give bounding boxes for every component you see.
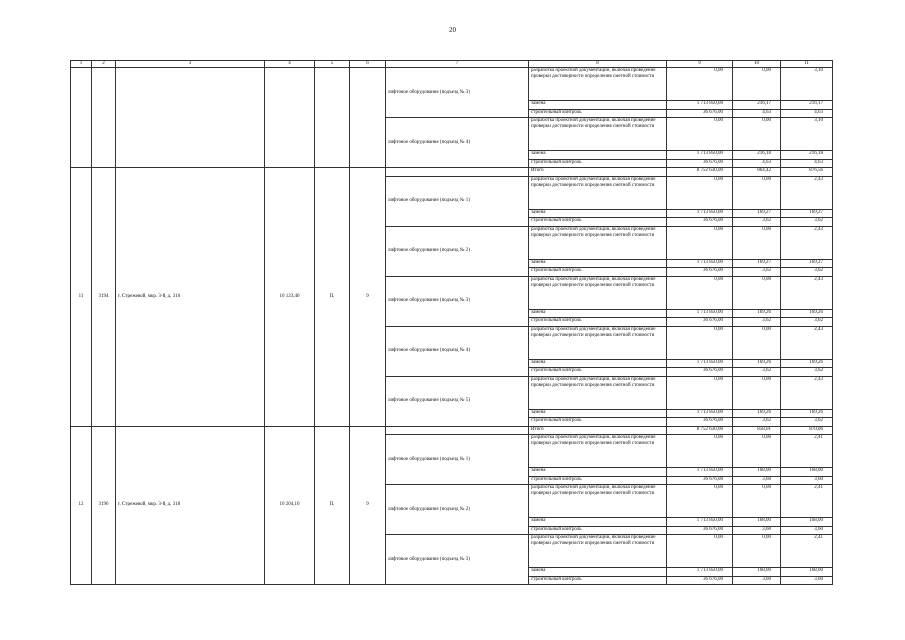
header-cell: 5 <box>315 61 350 68</box>
entry-code: 3196 <box>92 426 116 585</box>
amount-cell: 36 676,00 <box>667 159 733 168</box>
amount-cell: 858,01 <box>733 426 781 435</box>
equipment-cell: лифтовое оборудование (подъезд № 2) <box>386 226 529 276</box>
work-type-cell: замена <box>529 468 667 477</box>
amount-cell: 168,00 <box>733 568 781 577</box>
work-type-cell: разработка проектной документации, включая проведение проверки достоверности определения сметной стоимости <box>529 276 667 309</box>
amount-cell: 36 676,00 <box>667 476 733 485</box>
budget-table <box>70 60 833 585</box>
amount-cell: 169,27 <box>781 259 833 268</box>
amount-cell: 36 676,00 <box>667 526 733 535</box>
equipment-cell: лифтовое оборудование (подъезд № 1) <box>386 176 529 226</box>
work-type-cell: замена <box>529 101 667 110</box>
amount-cell: 2,43 <box>781 376 833 409</box>
work-type-cell: разработка проектной документации, включая проведение проверки достоверности определения сметной стоимости <box>529 226 667 259</box>
entry-address <box>116 68 265 168</box>
work-type-cell: разработка проектной документации, включая проведение проверки достоверности определения сметной стоимости <box>529 118 667 151</box>
amount-cell: 1 713 850,00 <box>667 101 733 110</box>
amount-cell: 3,60 <box>781 526 833 535</box>
amount-cell: 4,63 <box>733 159 781 168</box>
amount-cell: 0,00 <box>733 326 781 359</box>
amount-cell: 36 676,00 <box>667 418 733 427</box>
amount-cell: 3,60 <box>733 576 781 585</box>
work-type-cell: строительный контроль <box>529 576 667 585</box>
header-row <box>71 61 833 68</box>
amount-cell: 3,10 <box>781 68 833 101</box>
amount-cell: 0,00 <box>667 68 733 101</box>
amount-cell: 3,60 <box>733 476 781 485</box>
work-type-cell: замена <box>529 259 667 268</box>
work-type-cell: разработка проектной документации, включая проведение проверки достоверности определения сметной стоимости <box>529 326 667 359</box>
header-cell: 10 <box>733 61 781 68</box>
amount-cell: 216,17 <box>733 101 781 110</box>
table-row <box>71 68 833 101</box>
amount-cell: 216,18 <box>733 151 781 160</box>
amount-cell: 1 713 850,00 <box>667 209 733 218</box>
amount-cell: 216,17 <box>781 101 833 110</box>
work-type-cell: замена <box>529 309 667 318</box>
amount-cell: 168,00 <box>781 468 833 477</box>
total-row <box>71 426 833 435</box>
amount-cell: 0,00 <box>667 176 733 209</box>
header-cell: 1 <box>71 61 92 68</box>
amount-cell: 2,43 <box>781 176 833 209</box>
amount-cell: 3,62 <box>781 318 833 327</box>
amount-cell: 168,00 <box>781 518 833 527</box>
amount-cell: 169,27 <box>733 209 781 218</box>
amount-cell: 3,62 <box>733 368 781 377</box>
header-cell: 9 <box>667 61 733 68</box>
amount-cell: 2,41 <box>781 435 833 468</box>
work-type-cell: строительный контроль <box>529 268 667 277</box>
work-type-cell: разработка проектной документации, включая проведение проверки достоверности определения сметной стоимости <box>529 535 667 568</box>
work-type-cell: строительный контроль <box>529 109 667 118</box>
amount-cell: 168,00 <box>781 568 833 577</box>
header-cell: 4 <box>265 61 315 68</box>
amount-cell: 36 676,00 <box>667 218 733 227</box>
amount-cell: 3,60 <box>733 526 781 535</box>
work-type-cell: замена <box>529 568 667 577</box>
entry-floors: 9 <box>350 426 386 585</box>
work-type-cell: замена <box>529 409 667 418</box>
entry-code <box>92 68 116 168</box>
amount-cell: 36 676,00 <box>667 318 733 327</box>
entry-area: 10 204,10 <box>265 426 315 585</box>
work-type-cell: замена <box>529 359 667 368</box>
work-type-cell: замена <box>529 151 667 160</box>
amount-cell: 2,43 <box>781 276 833 309</box>
entry-area: 10 123,40 <box>265 168 315 427</box>
total-row <box>71 168 833 177</box>
amount-cell: 0,00 <box>667 326 733 359</box>
amount-cell: 169,26 <box>733 409 781 418</box>
entry-floors: 9 <box>350 168 386 427</box>
amount-cell: 3,62 <box>733 418 781 427</box>
equipment-cell-empty <box>386 426 529 435</box>
amount-cell: 2,43 <box>781 226 833 259</box>
work-type-cell: строительный контроль <box>529 368 667 377</box>
entry-number: 11 <box>71 168 92 427</box>
amount-cell: 4,63 <box>781 159 833 168</box>
entry-code: 3194 <box>92 168 116 427</box>
work-type-cell: строительный контроль <box>529 218 667 227</box>
header-cell: 8 <box>529 61 667 68</box>
work-type-cell: разработка проектной документации, включая проведение проверки достоверности определения сметной стоимости <box>529 435 667 468</box>
amount-cell: 36 676,00 <box>667 268 733 277</box>
entry-material: П. <box>315 426 350 585</box>
work-type-cell: строительный контроль <box>529 318 667 327</box>
amount-cell: 0,00 <box>667 485 733 518</box>
amount-cell: 0,00 <box>733 485 781 518</box>
amount-cell: 2,41 <box>781 485 833 518</box>
equipment-cell: лифтовое оборудование (подъезд № 3) <box>386 535 529 585</box>
amount-cell: 169,26 <box>781 309 833 318</box>
amount-cell: 3,62 <box>781 218 833 227</box>
amount-cell: 1 713 850,00 <box>667 151 733 160</box>
work-type-cell: строительный контроль <box>529 526 667 535</box>
amount-cell: 3,10 <box>781 118 833 151</box>
work-type-cell: строительный контроль <box>529 418 667 427</box>
amount-cell: 36 676,00 <box>667 576 733 585</box>
work-type-cell: разработка проектной документации, включая проведение проверки достоверности определения сметной стоимости <box>529 176 667 209</box>
amount-cell: 169,26 <box>733 309 781 318</box>
amount-cell: 0,00 <box>733 535 781 568</box>
entry-area <box>265 68 315 168</box>
amount-cell: 1 713 850,00 <box>667 409 733 418</box>
amount-cell: 216,18 <box>781 151 833 160</box>
amount-cell: 0,00 <box>667 535 733 568</box>
equipment-cell: лифтовое оборудование (подъезд № 3) <box>386 68 529 118</box>
amount-cell: 0,00 <box>667 118 733 151</box>
work-type-cell: строительный контроль <box>529 476 667 485</box>
amount-cell: 169,26 <box>733 359 781 368</box>
work-type-cell: замена <box>529 518 667 527</box>
amount-cell: 0,00 <box>667 376 733 409</box>
amount-cell: 0,00 <box>733 68 781 101</box>
amount-cell: 864,42 <box>733 168 781 177</box>
amount-cell: 8 752 630,00 <box>667 426 733 435</box>
amount-cell: 0,00 <box>733 118 781 151</box>
amount-cell: 3,62 <box>733 218 781 227</box>
amount-cell: 0,00 <box>667 226 733 259</box>
amount-cell: 168,00 <box>733 468 781 477</box>
header-cell: 3 <box>116 61 265 68</box>
amount-cell: 3,60 <box>781 476 833 485</box>
work-type-cell: Итого <box>529 426 667 435</box>
amount-cell: 3,62 <box>733 318 781 327</box>
entry-number: 12 <box>71 426 92 585</box>
equipment-cell: лифтовое оборудование (подъезд № 4) <box>386 326 529 376</box>
amount-cell: 3,60 <box>781 576 833 585</box>
amount-cell: 0,00 <box>667 435 733 468</box>
equipment-cell-empty <box>386 168 529 177</box>
amount-cell: 0,00 <box>733 276 781 309</box>
amount-cell: 1 713 850,00 <box>667 518 733 527</box>
equipment-cell: лифтовое оборудование (подъезд № 5) <box>386 376 529 426</box>
amount-cell: 4,63 <box>781 109 833 118</box>
amount-cell: 2,43 <box>781 326 833 359</box>
amount-cell: 169,27 <box>733 259 781 268</box>
work-type-cell: Итого <box>529 168 667 177</box>
amount-cell: 1 713 850,00 <box>667 568 733 577</box>
amount-cell: 3,62 <box>781 418 833 427</box>
amount-cell: 1 713 850,00 <box>667 259 733 268</box>
amount-cell: 0,00 <box>733 435 781 468</box>
work-type-cell: разработка проектной документации, включая проведение проверки достоверности определения сметной стоимости <box>529 485 667 518</box>
entry-material <box>315 68 350 168</box>
work-type-cell: разработка проектной документации, включая проведение проверки достоверности определения сметной стоимости <box>529 68 667 101</box>
amount-cell: 0,00 <box>733 376 781 409</box>
amount-cell: 1 713 850,00 <box>667 309 733 318</box>
entry-address: г. Стрежевой, мкр. 3-й, д. 316 <box>116 168 265 427</box>
amount-cell: 0,00 <box>733 176 781 209</box>
entry-material: П. <box>315 168 350 427</box>
amount-cell: 0,00 <box>667 276 733 309</box>
amount-cell: 169,27 <box>781 209 833 218</box>
header-cell: 6 <box>350 61 386 68</box>
amount-cell: 2,41 <box>781 535 833 568</box>
equipment-cell: лифтовое оборудование (подъезд № 1) <box>386 435 529 485</box>
header-cell: 2 <box>92 61 116 68</box>
amount-cell: 169,26 <box>781 359 833 368</box>
header-cell: 7 <box>386 61 529 68</box>
amount-cell: 168,00 <box>733 518 781 527</box>
amount-cell: 36 676,00 <box>667 109 733 118</box>
equipment-cell: лифтовое оборудование (подъезд № 4) <box>386 118 529 168</box>
equipment-cell: лифтовое оборудование (подъезд № 2) <box>386 485 529 535</box>
amount-cell: 3,62 <box>781 368 833 377</box>
amount-cell: 8 752 630,00 <box>667 168 733 177</box>
amount-cell: 169,26 <box>781 409 833 418</box>
page-number: 20 <box>449 26 456 34</box>
amount-cell: 1 713 850,00 <box>667 468 733 477</box>
amount-cell: 36 676,00 <box>667 368 733 377</box>
amount-cell: 0,00 <box>733 226 781 259</box>
amount-cell: 1 713 850,00 <box>667 359 733 368</box>
entry-floors <box>350 68 386 168</box>
amount-cell: 4,63 <box>733 109 781 118</box>
header-cell: 11 <box>781 61 833 68</box>
work-type-cell: замена <box>529 209 667 218</box>
equipment-cell: лифтовое оборудование (подъезд № 3) <box>386 276 529 326</box>
amount-cell: 876,56 <box>781 168 833 177</box>
entry-number <box>71 68 92 168</box>
work-type-cell: строительный контроль <box>529 159 667 168</box>
amount-cell: 870,06 <box>781 426 833 435</box>
amount-cell: 3,62 <box>733 268 781 277</box>
work-type-cell: разработка проектной документации, включая проведение проверки достоверности определения сметной стоимости <box>529 376 667 409</box>
entry-address: г. Стрежевой, мкр. 3-й, д. 318 <box>116 426 265 585</box>
amount-cell: 3,62 <box>781 268 833 277</box>
